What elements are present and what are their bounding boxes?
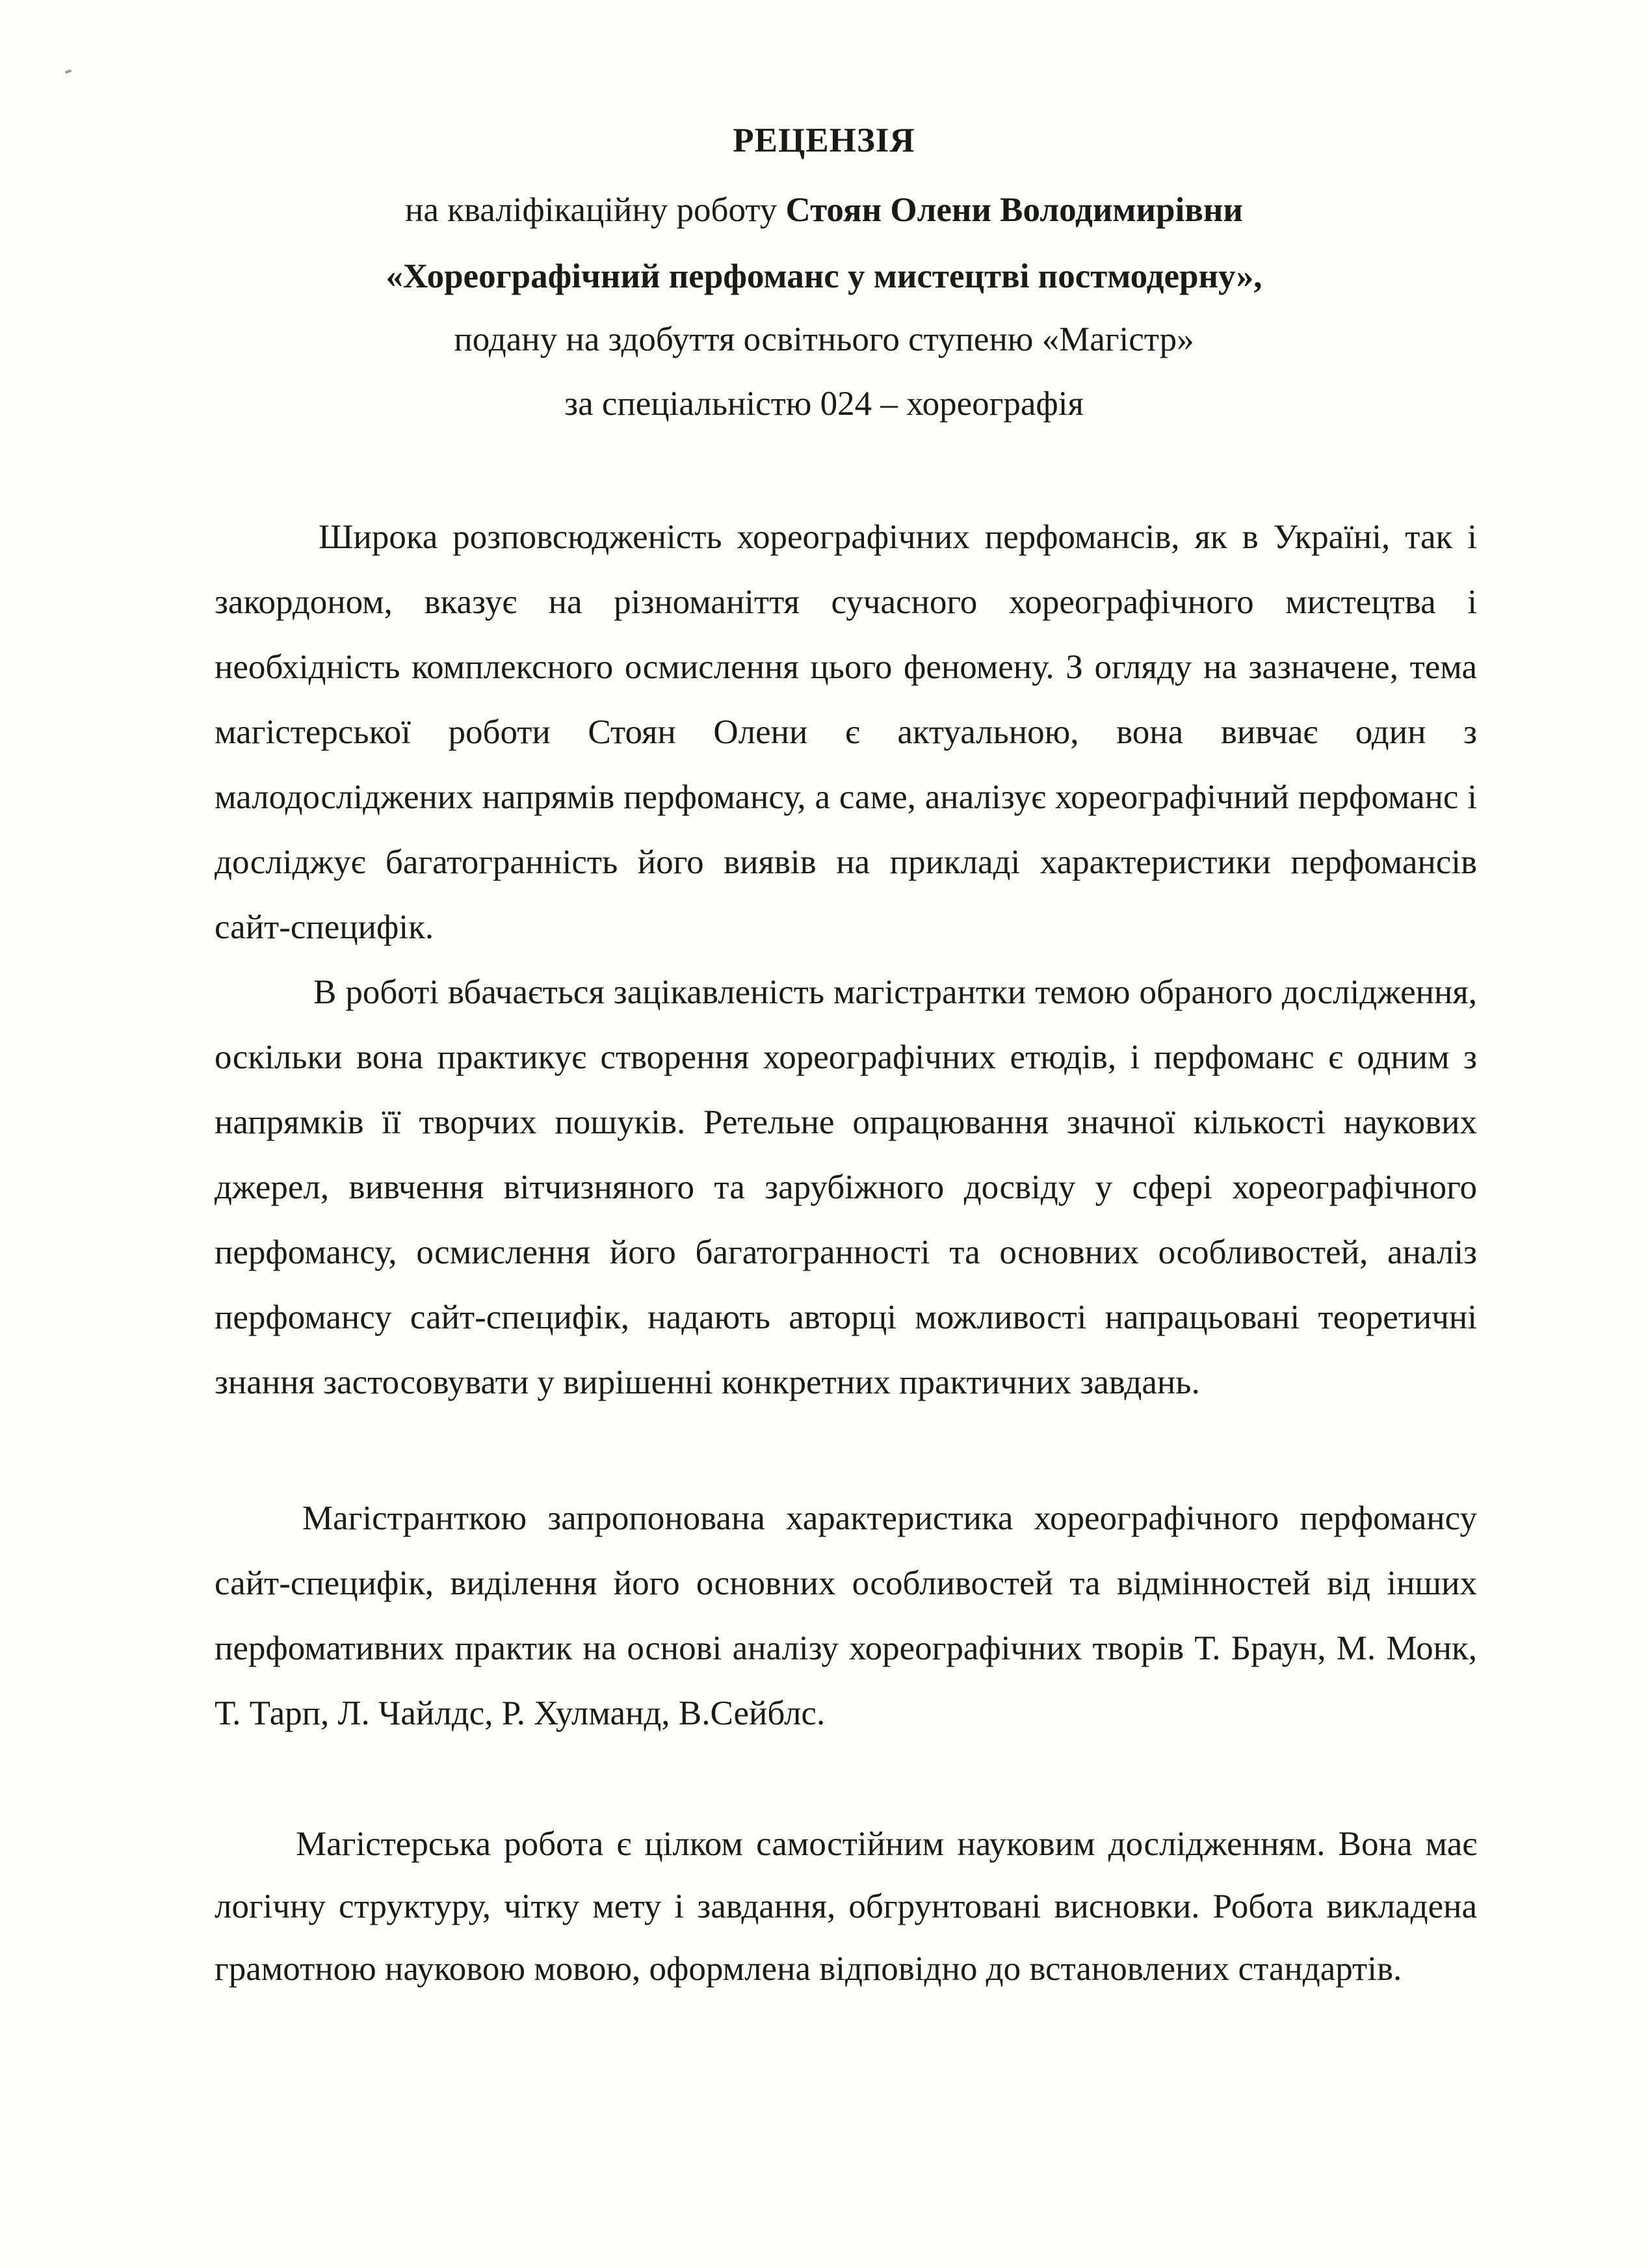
paragraph-1: [215, 505, 1477, 960]
author-name: Стоян Олени Володимирівни: [785, 191, 1243, 229]
scan-speck: [65, 69, 72, 73]
paragraph-4: [215, 1813, 1477, 2000]
paragraph-text: Широка розповсюдженість хореографічних перфомансів, як в Україні, так і закордоном, вказує на різноманіття сучасного хореографічного мистецтва і необхідність комплексного осмислення цього феномену. З огляду на зазначене, тема магістерської роботи Стоян Олени є актуальною, вона вивчає один з малодосліджених напрямів перфомансу, а саме, аналізує хореографічний перфоманс і досліджує багатогранність його виявів на прикладі характеристики перфомансів сайт-специфік.: [215, 518, 1477, 946]
subtitle-prefix: на кваліфікаційну роботу: [405, 191, 786, 229]
paragraph-2: [215, 960, 1477, 1415]
paragraph-text: Магістранткою запропонована характеристика хореографічного перфомансу сайт-специфік, виділення його основних особливостей та відмінностей від інших перфомативних практик на основі аналізу хореографічних творів Т. Браун, М. Монк, Т. Тарп, Л. Чайлдс, Р. Хулманд, В.Сейблс.: [215, 1499, 1477, 1732]
paragraph-text: В роботі вбачається зацікавленість магістрантки темою обраного дослідження, оскільки вона практикує створення хореографічних етюдів, і перфоманс є одним з напрямків її творчих пошуків. Ретельне опрацювання значної кількості наукових джерел, вивчення вітчизняного та зарубіжного досвіду у сфері хореографічного перфомансу, осмислення його багатогранності та основних особливостей, аналіз перфомансу сайт-специфік, надають авторці можливості напрацьовані теоретичні знання застосовувати у вирішенні конкретних практичних завдань.: [215, 973, 1477, 1401]
subtitle-line-1: [0, 193, 1648, 228]
thesis-title: «Хореографічний перфоманс у мистецтві постмодерну»,: [386, 257, 1262, 295]
paragraph-text: Магістерська робота є цілком самостійним науковим дослідженням. Вона має логічну структуру, чітку мету і завдання, обгрунтовані висновки. Робота викладена грамотною науковою мовою, оформлена відповідно до встановлених стандартів.: [215, 1825, 1477, 1988]
paragraph-3: [215, 1486, 1477, 1746]
subtitle-line-3: подану на здобуття освітнього ступеню «Магістр»: [454, 321, 1194, 358]
document-title: РЕЦЕНЗІЯ: [733, 122, 915, 159]
subtitle-line-4: за спеціальністю 024 – хореографія: [564, 385, 1084, 423]
